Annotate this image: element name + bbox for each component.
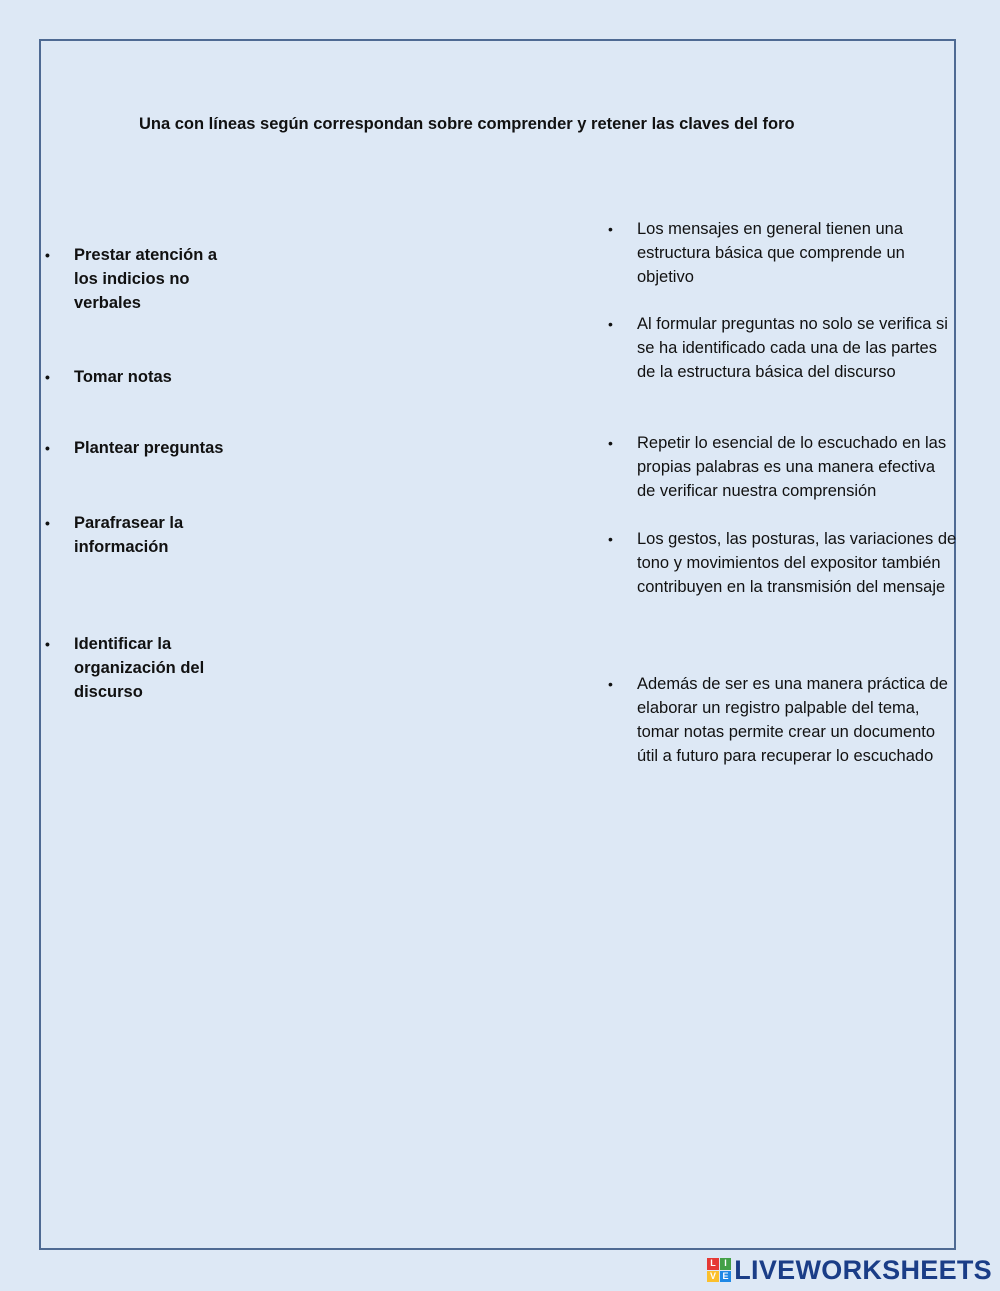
bullet-icon: • xyxy=(45,515,50,531)
left-item-questions[interactable] xyxy=(45,436,224,460)
bullet-icon: • xyxy=(45,247,50,263)
bullet-icon: • xyxy=(608,221,613,237)
logo-mark-letter: I xyxy=(720,1258,732,1270)
bullet-icon: • xyxy=(45,440,50,456)
left-item-paraphrase[interactable] xyxy=(45,511,224,559)
left-item-nonverbal[interactable] xyxy=(45,243,224,315)
right-item-structure[interactable] xyxy=(608,217,957,289)
bullet-icon: • xyxy=(608,676,613,692)
bullet-icon: • xyxy=(45,369,50,385)
logo-mark-letter: E xyxy=(720,1271,732,1283)
right-item-questions[interactable] xyxy=(608,312,957,384)
right-item-gestures[interactable] xyxy=(608,527,957,599)
left-item-label: Parafrasear la información xyxy=(74,514,184,556)
bullet-icon: • xyxy=(45,636,50,652)
right-item-label: Los mensajes en general tienen una estructura básica que comprende un objetivo xyxy=(637,220,905,286)
left-item-organization[interactable] xyxy=(45,632,224,704)
bullet-icon: • xyxy=(608,316,613,332)
right-item-label: Además de ser es una manera práctica de elaborar un registro palpable del tema, tomar notas permite crear un documento útil a futuro para recuperar lo escuchado xyxy=(637,675,948,765)
logo-mark-letter: V xyxy=(707,1271,719,1283)
right-item-label: Los gestos, las posturas, las variaciones de tono y movimientos del expositor también contribuyen en la transmisión del mensaje xyxy=(637,530,957,596)
right-item-label: Al formular preguntas no solo se verifica si se ha identificado cada una de las partes de la estructura básica del discurso xyxy=(637,315,948,381)
right-item-paraphrase[interactable] xyxy=(608,431,957,503)
left-item-label: Plantear preguntas xyxy=(74,439,224,457)
bullet-icon: • xyxy=(608,435,613,451)
logo-text: LIVEWORKSHEETS xyxy=(734,1254,992,1285)
logo-mark-icon xyxy=(707,1258,731,1282)
left-item-label: Identificar la organización del discurso xyxy=(74,635,205,701)
right-item-notes[interactable] xyxy=(608,672,957,768)
right-item-label: Repetir lo esencial de lo escuchado en las propias palabras es una manera efectiva de verificar nuestra comprensión xyxy=(637,434,947,500)
left-item-label: Tomar notas xyxy=(74,368,172,386)
logo-mark-letter: L xyxy=(707,1258,719,1270)
left-item-label: Prestar atención a los indicios no verbales xyxy=(74,246,218,312)
bullet-icon: • xyxy=(608,531,613,547)
worksheet-title: Una con líneas según correspondan sobre comprender y retener las claves del foro xyxy=(139,115,795,133)
liveworksheets-logo xyxy=(707,1254,992,1286)
left-item-notes[interactable] xyxy=(45,365,224,389)
